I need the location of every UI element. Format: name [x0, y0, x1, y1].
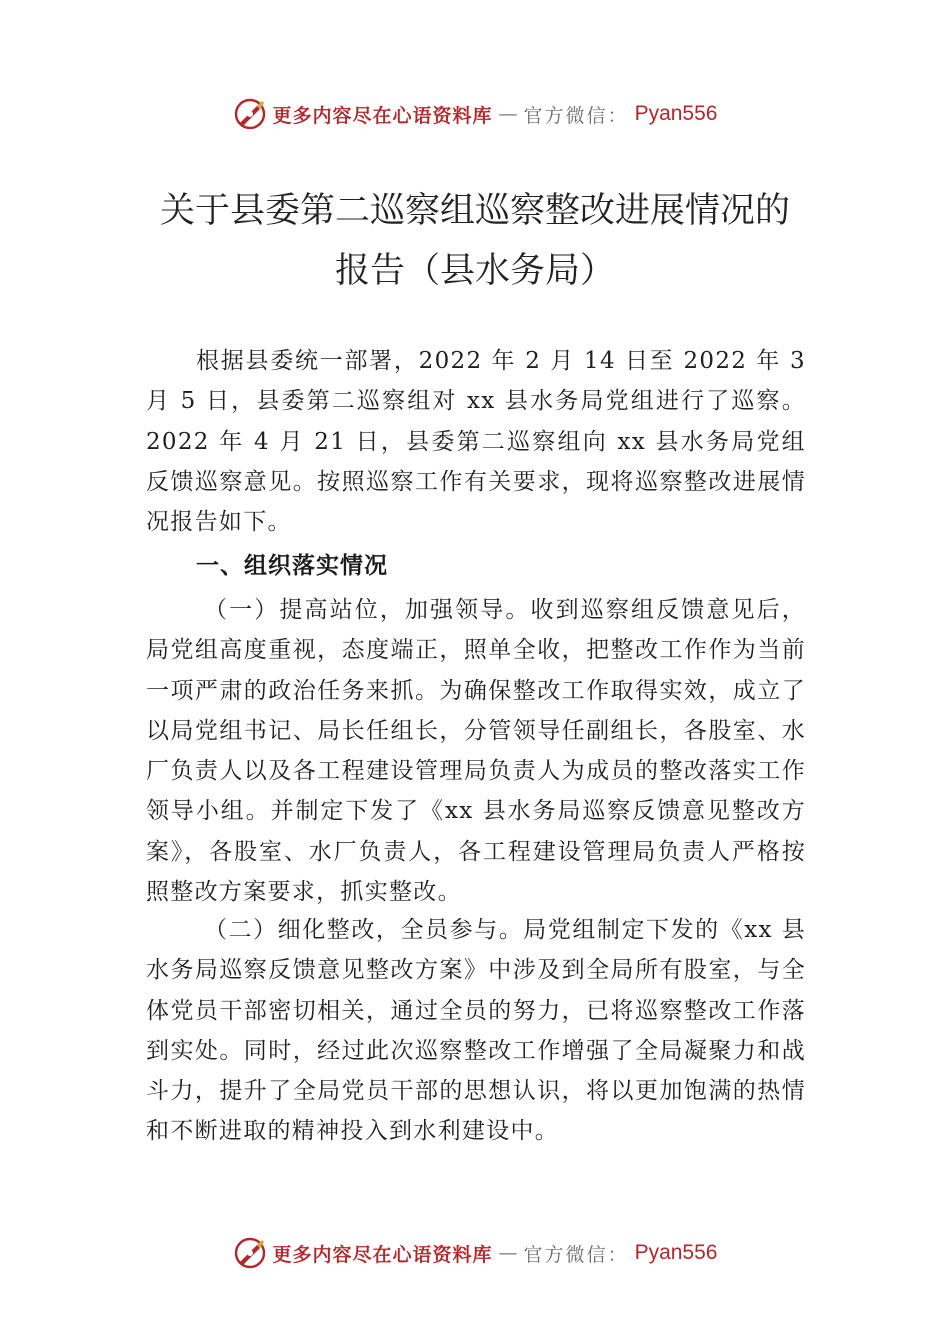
watermark-site-text: 更多内容尽在心语资料库	[272, 104, 493, 127]
section-heading: 一、组织落实情况	[196, 553, 388, 579]
watermark-wechat-label: 官方微信：	[523, 104, 629, 127]
watermark-site-text: 更多内容尽在心语资料库	[272, 1243, 493, 1266]
pen-circle-logo-icon	[233, 97, 267, 131]
header-watermark-banner	[0, 94, 950, 134]
watermark-wechat-id: Pyan556	[634, 1241, 718, 1264]
document-title-line-1: 关于县委第二巡察组巡察整改进展情况的	[159, 191, 790, 231]
footer-watermark-banner	[0, 1233, 950, 1273]
intro-paragraph: 根据县委统一部署，2022 年 2 月 14 日至 2022 年 3 月 5 日，县委第二巡察组对 xx 县水务局党组进行了巡察。2022 年 4 月 21 日，县委第二巡察组向 xx 县水务局党组反馈巡察意见。按照巡察工作有关要求，现将巡察整改进展情况报告如下。	[146, 348, 806, 536]
watermark-separator: —	[498, 1242, 518, 1264]
paragraph-raise-standing: （一）提高站位，加强领导。收到巡察组反馈意见后，局党组高度重视，态度端正，照单全收，把整改工作作为当前一项严肃的政治任务来抓。为确保整改工作取得实效，成立了以局党组书记、局长任组长，分管领导任副组长，各股室、水厂负责人以及各工程建设管理局负责人为成员的整改落实工作领导小组。并制定下发了《xx 县水务局巡察反馈意见整改方案》，各股室、水厂负责人，各工程建设管理局负责人严格按照整改方案要求，抓实整改。	[146, 597, 806, 906]
pen-circle-logo-icon	[233, 1236, 267, 1270]
document-title-line-2: 报告（县水务局）	[334, 251, 615, 291]
watermark-separator: —	[498, 103, 518, 125]
watermark-wechat-id: Pyan556	[634, 102, 718, 125]
paragraph-refine-rectification: （二）细化整改，全员参与。局党组制定下发的《xx 县水务局巡察反馈意见整改方案》中涉及到全局所有股室，与全体党员干部密切相关，通过全员的努力，已将巡察整改工作落到实处。同时，经过此次巡察整改工作增强了全局凝聚力和战斗力，提升了全局党员干部的思想认识，将以更加饱满的热情和不断进取的精神投入到水利建设中。	[146, 917, 806, 1145]
watermark-wechat-label: 官方微信：	[523, 1243, 629, 1266]
